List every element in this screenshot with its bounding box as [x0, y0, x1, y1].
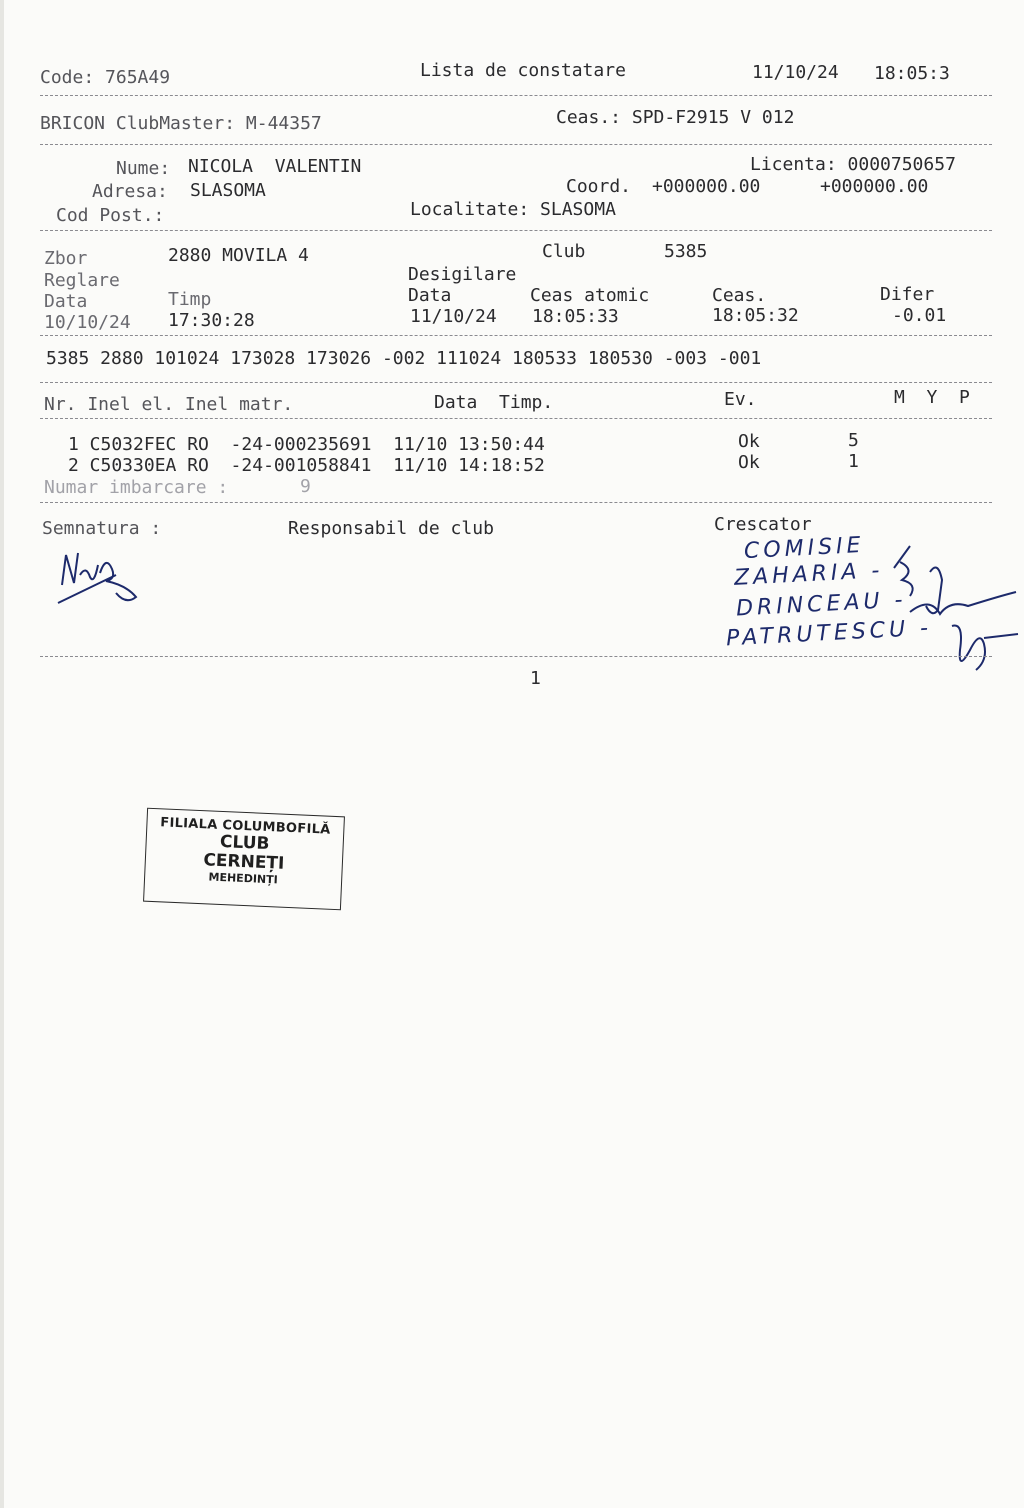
unseal-atomic-time: 18:05:33	[532, 306, 619, 327]
postal-code-label: Cod Post.:	[56, 205, 165, 226]
stamp-line-1: FILIALA COLUMBOFILĂ	[159, 815, 331, 838]
club-number: 5385	[664, 241, 708, 262]
handwritten-name-patrutescu: PATRUTESCU -	[725, 615, 933, 652]
owner-name: NICOLA VALENTIN	[188, 156, 362, 177]
handwritten-name-drinceau: DRINCEAU -	[735, 587, 908, 622]
atomic-clock-label: Ceas atomic	[530, 285, 650, 306]
col-header-rings: Nr. Inel el. Inel matr.	[44, 394, 294, 415]
stamp-line-2: CLUB	[219, 831, 270, 855]
page-number: 1	[530, 668, 541, 689]
divider	[40, 95, 992, 96]
print-time: 18:05:3	[874, 63, 950, 84]
flight-name: 2880 MOVILA 4	[168, 245, 309, 266]
breeder-label: Crescator	[714, 514, 812, 535]
table-row: 2 C50330EA RO -24-001058841 11/10 14:18:52	[68, 455, 545, 476]
document-title: Lista de constatare	[420, 60, 626, 81]
handwritten-commission: COMISIE	[743, 532, 866, 565]
clock-id: Ceas.: SPD-F2915 V 012	[556, 107, 795, 128]
row-event: Ok	[738, 431, 760, 452]
encoded-summary-line: 5385 2880 101024 173028 173026 -002 111024 180533 180530 -003 -001	[46, 348, 762, 369]
flight-label: Zbor	[44, 248, 88, 269]
col-header-event: Ev.	[724, 389, 757, 410]
club-label: Club	[542, 241, 586, 262]
paper-edge	[0, 0, 4, 1508]
handwritten-name-zaharia: ZAHARIA -	[733, 558, 885, 591]
divider	[40, 144, 992, 145]
unseal-date: 11/10/24	[410, 306, 497, 327]
col-header-date-time: Data Timp.	[434, 392, 554, 413]
table-row: 1 C5032FEC RO -24-000235691 11/10 13:50:44	[68, 434, 545, 455]
divider	[40, 230, 992, 231]
club-stamp	[143, 808, 345, 911]
row-m: 1	[848, 451, 859, 472]
col-header-myp: M Y P	[894, 387, 970, 408]
club-responsible-label: Responsabil de club	[288, 518, 494, 539]
adjust-time-label: Timp	[168, 289, 212, 310]
adjustment-label: Reglare	[44, 270, 120, 291]
clock-label: Ceas.	[712, 285, 767, 306]
divider	[40, 418, 992, 419]
adjust-date-label: Data	[44, 291, 88, 312]
unseal-date-label: Data	[408, 285, 452, 306]
license: Licenta: 0000750657	[750, 154, 956, 175]
clubmaster-id: BRICON ClubMaster: M-44357	[40, 113, 322, 134]
print-date: 11/10/24	[752, 62, 839, 83]
adjust-time: 17:30:28	[168, 310, 255, 331]
signature-scribble	[56, 545, 146, 610]
unseal-clock-time: 18:05:32	[712, 305, 799, 326]
adjust-date: 10/10/24	[44, 312, 131, 333]
divider	[40, 382, 992, 383]
divider	[40, 656, 992, 657]
coord-y: +000000.00	[820, 176, 929, 197]
owner-address: SLASOMA	[190, 180, 266, 201]
coord-label: Coord.	[566, 176, 632, 197]
row-event: Ok	[738, 452, 760, 473]
difference-value: -0.01	[892, 305, 947, 326]
receipt-code: Code: 765A49	[40, 67, 171, 88]
coord-x: +000000.00	[652, 176, 761, 197]
divider	[40, 502, 992, 503]
commission-signatures	[880, 540, 1020, 680]
unsealing-label: Desigilare	[408, 264, 517, 285]
stamp-line-3: CERNEȚI	[202, 850, 285, 874]
row-m: 5	[848, 430, 859, 451]
divider	[40, 335, 992, 336]
signature-label: Semnatura :	[42, 518, 162, 539]
difference-label: Difer	[880, 284, 935, 305]
stamp-line-4: MEHEDINȚI	[208, 870, 279, 887]
name-label: Nume:	[116, 158, 171, 179]
address-label: Adresa:	[92, 181, 168, 202]
boarding-count: 9	[300, 476, 311, 497]
boarding-count-label: Numar imbarcare :	[44, 477, 229, 498]
locality: Localitate: SLASOMA	[410, 199, 616, 220]
